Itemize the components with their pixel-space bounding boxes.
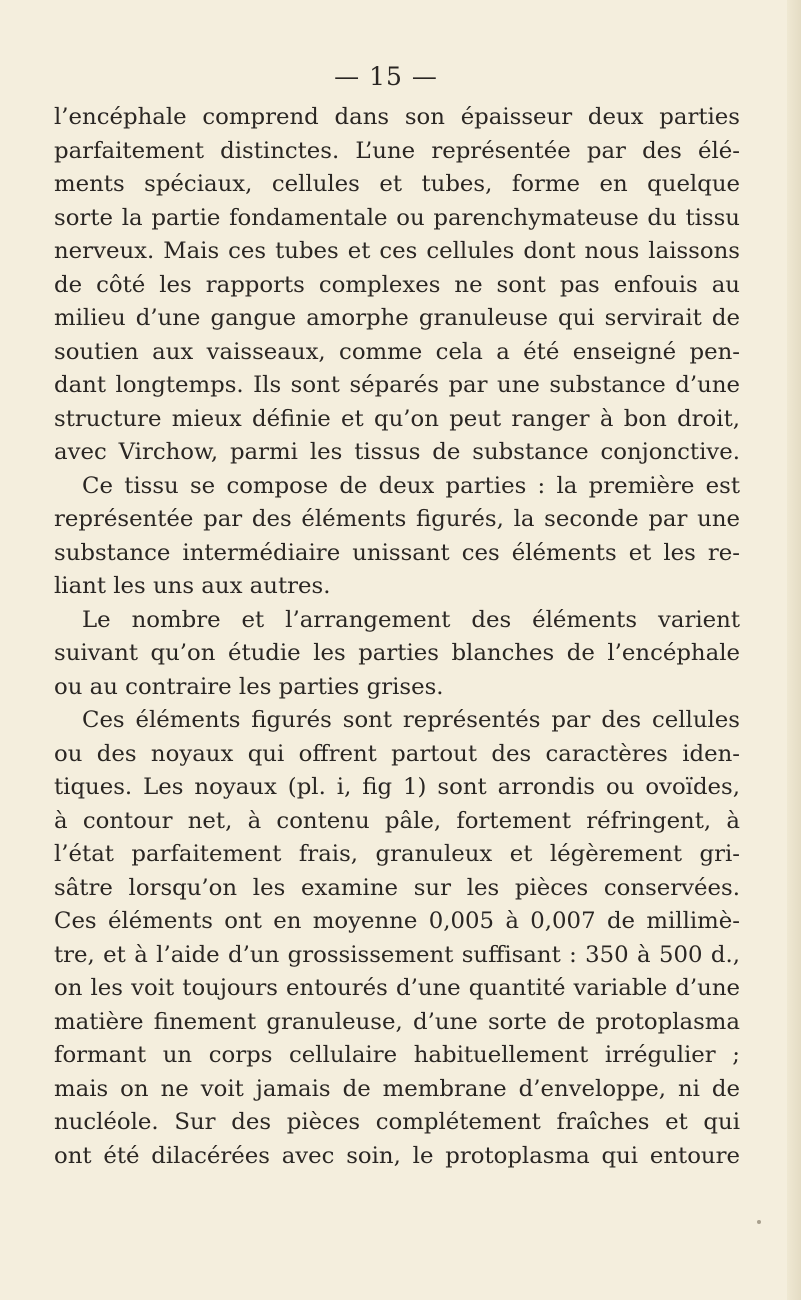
text-line: Ces éléments ont en moyenne 0,005 à 0,007 de millimè-: [54, 908, 740, 934]
text-line: liant les uns aux autres.: [54, 573, 331, 599]
text-line: Ce tissu se compose de deux parties : la première est: [82, 472, 740, 499]
text-line: soutien aux vaisseaux, comme cela a été enseigné pen-: [54, 338, 740, 365]
text-line: dant longtemps. Ils sont séparés par une substance d’une: [54, 372, 740, 398]
text-line: l’état parfaitement frais, granuleux et légèrement gri-: [54, 841, 740, 867]
text-line: Le nombre et l’arrangement des éléments varient: [82, 606, 740, 633]
page-number: — 15 —: [334, 62, 438, 91]
text-line: à contour net, à contenu pâle, fortement réfringent, à: [54, 807, 740, 834]
text-line: avec Virchow, parmi les tissus de substance conjonctive.: [54, 439, 740, 465]
text-line: mais on ne voit jamais de membrane d’enveloppe, ni de: [54, 1075, 740, 1102]
text-line: nerveux. Mais ces tubes et ces cellules dont nous laissons: [54, 238, 740, 264]
text-line: on les voit toujours entourés d’une quantité variable d’une: [54, 975, 740, 1001]
paper-speck: [757, 1220, 761, 1224]
text-line: tiques. Les noyaux (pl. i, fig 1) sont arrondis ou ovoïdes,: [54, 774, 740, 800]
text-line: ont été dilacérées avec soin, le protoplasma qui entoure: [54, 1142, 740, 1169]
text-line: matière finement granuleuse, d’une sorte de protoplasma: [54, 1008, 740, 1035]
text-line: parfaitement distinctes. L’une représentée par des élé-: [54, 137, 740, 164]
page-edge-shadow: [787, 0, 801, 1300]
text-line: tre, et à l’aide d’un grossissement suffisant : 350 à 500 d.,: [54, 941, 740, 968]
text-line: sorte la partie fondamentale ou parenchymateuse du tissu: [54, 204, 740, 231]
text-line: milieu d’une gangue amorphe granuleuse qui servirait de: [54, 305, 740, 331]
text-line: ou des noyaux qui offrent partout des caractères iden-: [54, 740, 740, 767]
text-line: suivant qu’on étudie les parties blanches de l’encéphale: [54, 640, 740, 666]
text-line: substance intermédiaire unissant ces éléments et les re-: [54, 539, 740, 566]
text-line: de côté les rapports complexes ne sont pas enfouis au: [54, 271, 740, 298]
text-line: l’encéphale comprend dans son épaisseur deux parties: [54, 104, 740, 130]
text-line: nucléole. Sur des pièces complétement fraîches et qui: [54, 1109, 740, 1135]
text-line: représentée par des éléments figurés, la seconde par une: [54, 506, 740, 532]
text-line: structure mieux définie et qu’on peut ranger à bon droit,: [54, 405, 740, 432]
text-line: formant un corps cellulaire habituellement irrégulier ;: [54, 1042, 740, 1068]
text-line: ments spéciaux, cellules et tubes, forme en quelque: [54, 171, 740, 197]
text-line: sâtre lorsqu’on les examine sur les pièces conservées.: [54, 874, 740, 901]
text-line: ou au contraire les parties grises.: [54, 673, 444, 700]
body-text: [54, 101, 740, 1173]
text-line: Ces éléments figurés sont représentés par des cellules: [82, 707, 740, 733]
